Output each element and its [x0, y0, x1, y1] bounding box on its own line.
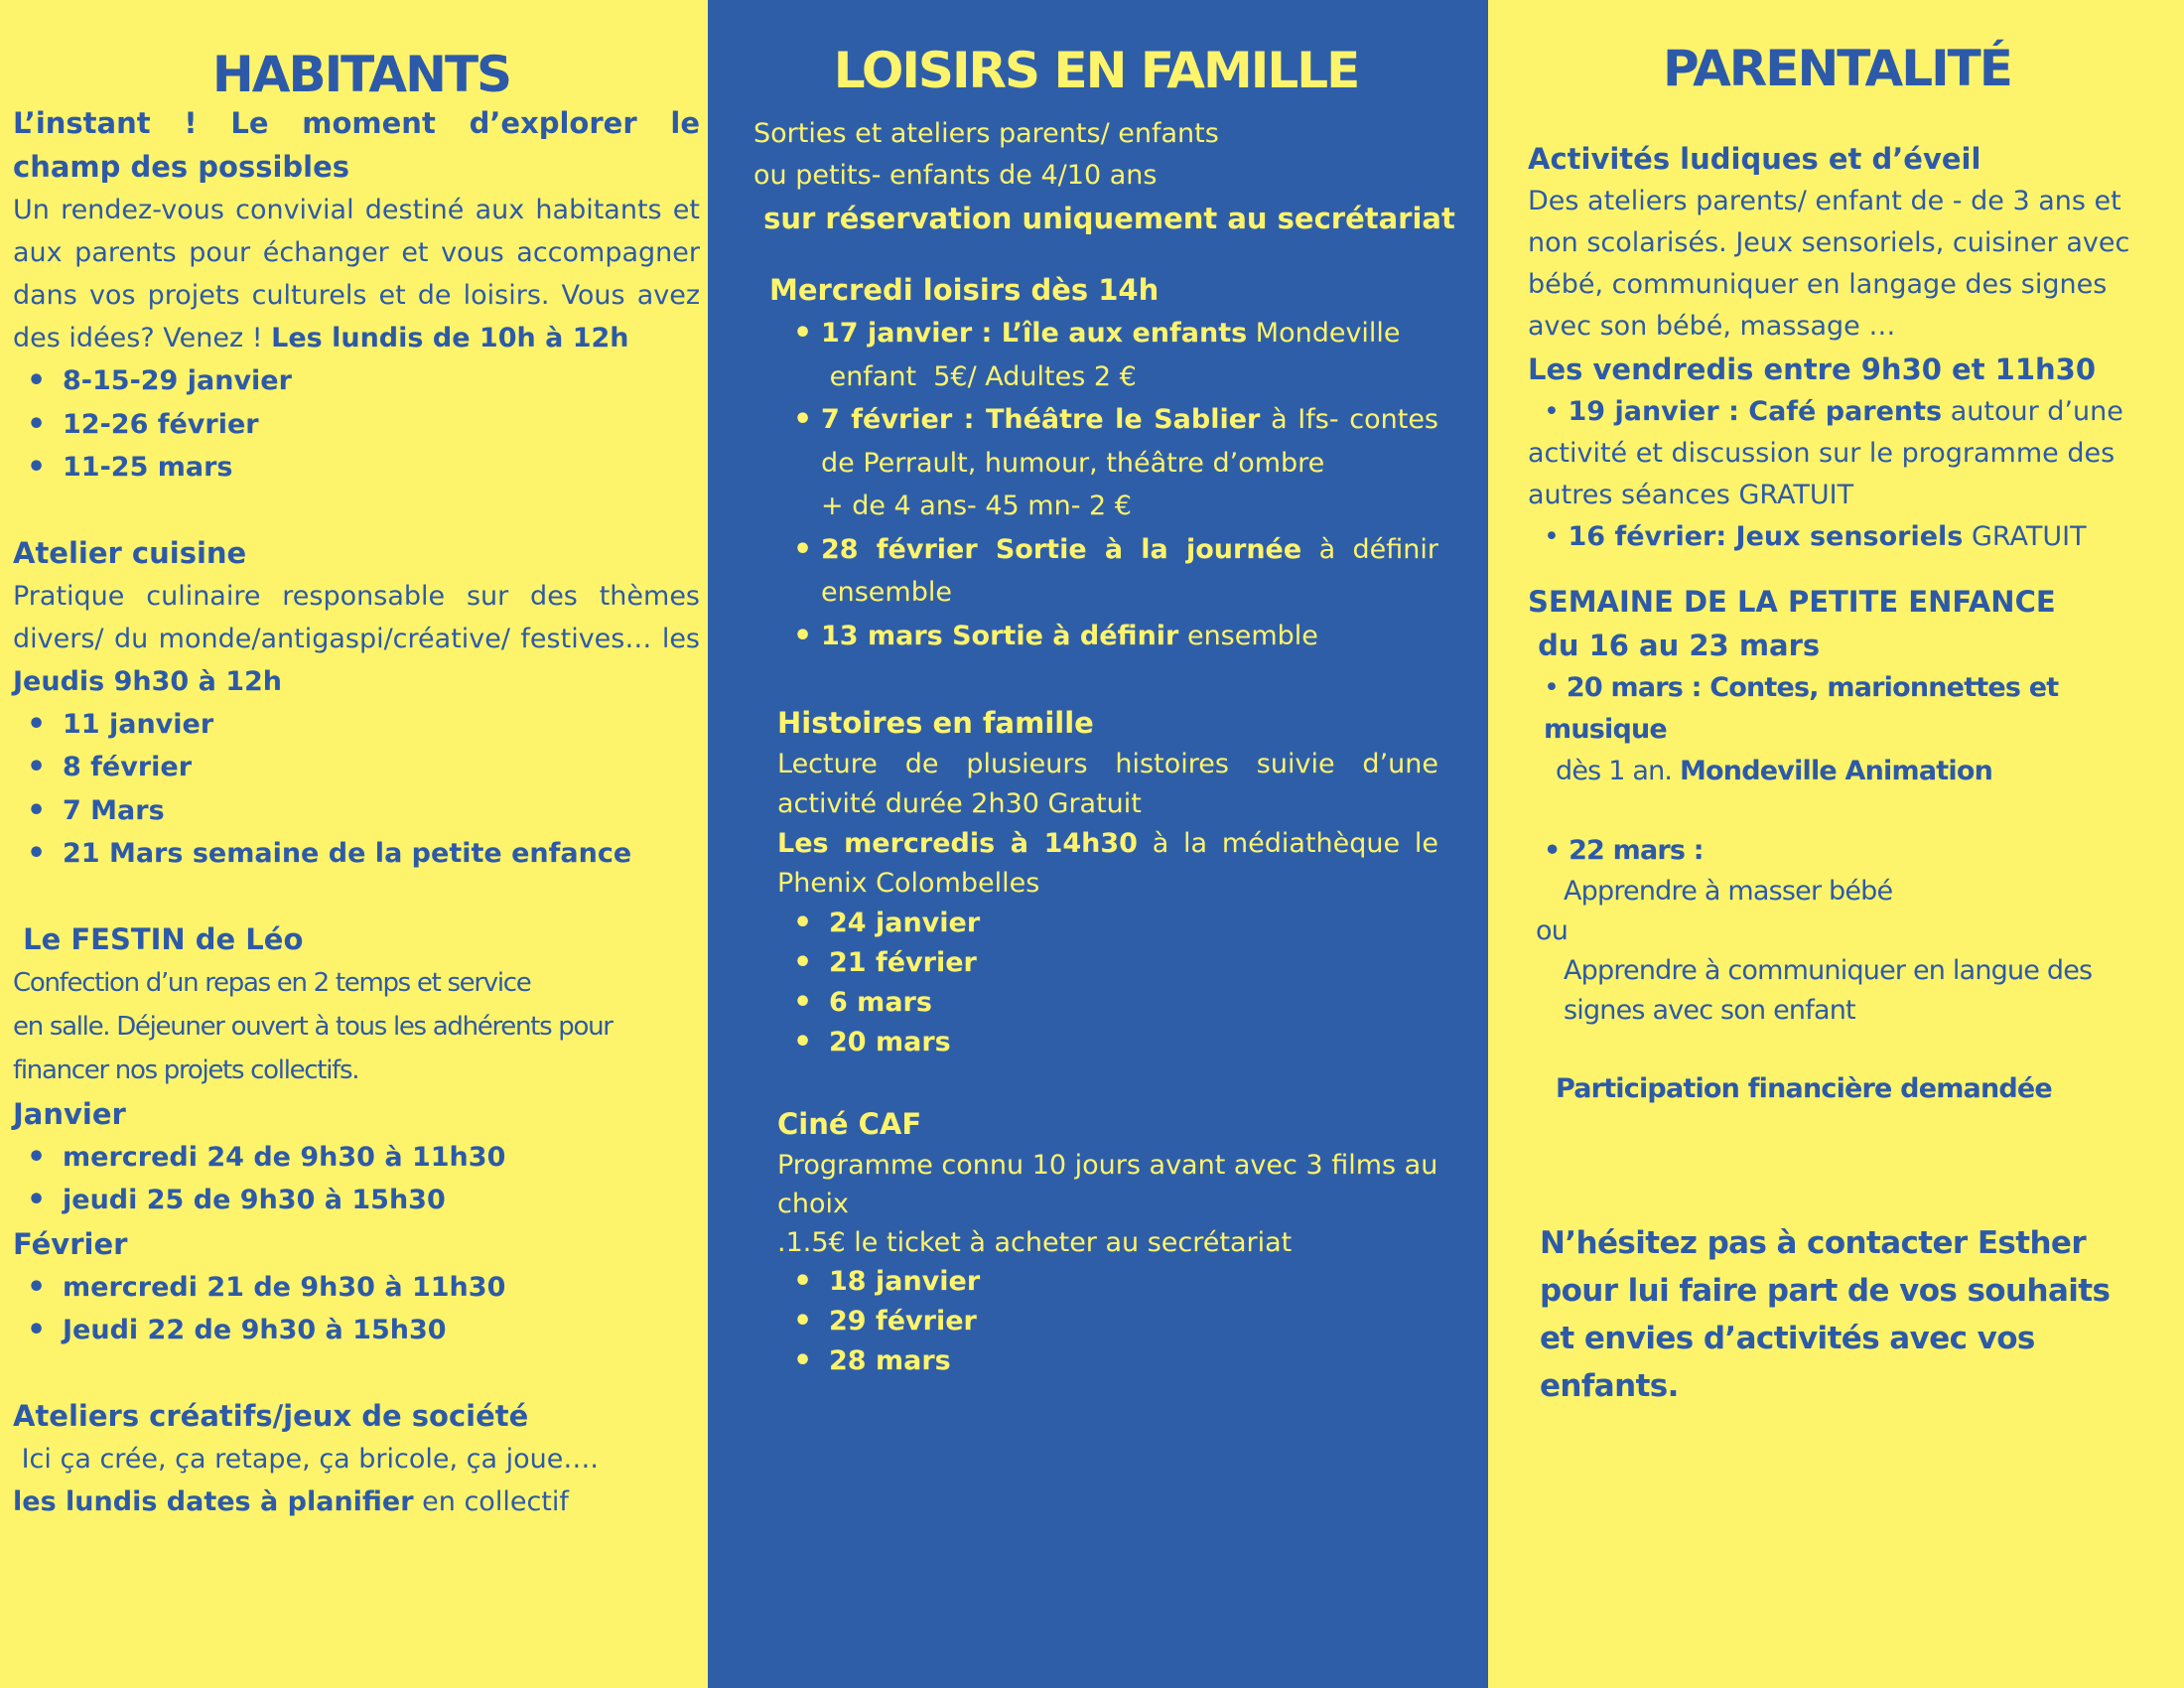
intro-line-1: Sorties et ateliers parents/ enfants: [753, 118, 1219, 149]
masser-text: Apprendre à masser bébé: [1564, 876, 1893, 907]
contes-text: dès 1 an.: [1556, 756, 1680, 786]
cine-dates-list: [777, 1262, 1438, 1381]
contact-line-2: pour lui faire part de vos souhaits: [1540, 1273, 2111, 1309]
participation-text: Participation financière demandée: [1556, 1073, 2052, 1104]
fevrier-dates-list: [13, 1266, 700, 1352]
ou-text: ou: [1536, 915, 1569, 946]
item-line2: + de 4 ans- 45 mn- 2 €: [821, 491, 1132, 521]
creatifs-schedule: [13, 1480, 700, 1523]
cuisine-schedule: Jeudis 9h30 à 12h: [13, 665, 283, 697]
cafe-item: • 19 janvier : Café parents autour d’une activité et discussion sur le programme des autres séances GRATUIT: [1528, 396, 2123, 510]
contact-block: [1528, 1219, 2156, 1410]
list-item: • 8-15-29 janvier: [63, 359, 700, 403]
list-item: • 21 Mars semaine de la petite enfance: [63, 832, 700, 876]
list-item: [821, 398, 1438, 528]
cine-price: .1.5€ le ticket à acheter au secrétariat: [777, 1227, 1293, 1258]
histoires-bold: Les mercredis à 14h30: [777, 828, 1138, 859]
vendredis-label: Les vendredis entre 9h30 et 11h30: [1528, 352, 2097, 386]
list-item: • 11-25 mars: [63, 446, 700, 490]
list-item: • 8 février: [63, 746, 700, 789]
parentalite-title: PARENTALITÉ: [1663, 40, 2011, 97]
histoires-text: Lecture de plusieurs histoires suivie d’une activité durée 2h30 Gratuit: [777, 749, 1438, 819]
mars22-item: • 22 mars :: [1544, 835, 1704, 866]
contes-item: • 20 mars : Contes, marionnettes et musique: [1544, 672, 2059, 745]
communiquer-text: Apprendre à communiquer en langue des signes avec son enfant: [1564, 955, 2093, 1026]
item-line2: enfant 5€/ Adultes 2 €: [821, 360, 1137, 392]
list-item: • 7 Mars: [63, 789, 700, 833]
festin-text-1: Confection d’un repas en 2 temps et service: [13, 967, 531, 998]
list-item: • 24 janvier: [829, 904, 1438, 943]
semaine-dates: du 16 au 23 mars: [1528, 629, 1821, 662]
item-bold: 17 janvier : L’île aux enfants: [821, 318, 1248, 349]
list-item: • jeudi 25 de 9h30 à 15h30: [63, 1179, 700, 1222]
intro-line-2: ou petits- enfants de 4/10 ans: [753, 160, 1158, 191]
column-loisirs: [708, 0, 1488, 1688]
festin-text-2: en salle. Déjeuner ouvert à tous les adhérents pour financer nos projets collectifs.: [13, 1011, 613, 1085]
contes-bold: 20 mars : Contes, marionnettes et musique: [1544, 672, 2059, 745]
activites-title: Activités ludiques et d’éveil: [1528, 142, 1981, 176]
jeux-text: GRATUIT: [1963, 521, 2087, 552]
histoires-dates-list: [777, 904, 1438, 1062]
column-habitants: [0, 0, 708, 1688]
contes-bold2: Mondeville Animation: [1679, 756, 1992, 786]
list-item: • 21 février: [829, 943, 1438, 983]
item-text: Mondeville: [1247, 318, 1401, 349]
mercredi-title: Mercredi loisirs dès 14h: [769, 273, 1160, 307]
creatifs-title: Ateliers créatifs/jeux de société: [13, 1398, 529, 1433]
loisirs-title: LOISIRS EN FAMILLE: [833, 42, 1359, 99]
histoires-title: Histoires en famille: [777, 706, 1094, 740]
instant-text: [13, 189, 700, 359]
instant-dates-list: [13, 359, 700, 490]
semaine-title: SEMAINE DE LA PETITE ENFANCE: [1528, 585, 2056, 619]
janvier-dates-list: [13, 1136, 700, 1222]
item-bold: 7 février : Théâtre le Sablier: [821, 404, 1261, 435]
mars22-label: 22 mars :: [1569, 835, 1704, 866]
list-item: [821, 312, 1438, 398]
list-item: • 12-26 février: [63, 403, 700, 447]
contact-line-3: et envies d’activités avec vos enfants.: [1540, 1321, 2035, 1404]
list-item: • mercredi 21 de 9h30 à 11h30: [63, 1266, 700, 1310]
list-item: • Jeudi 22 de 9h30 à 15h30: [63, 1309, 700, 1352]
list-item: • 18 janvier: [829, 1262, 1438, 1302]
list-item: • 28 mars: [829, 1341, 1438, 1381]
instant-title: L’instant ! Le moment d’explorer le champ des possibles: [13, 106, 700, 184]
cuisine-text: [13, 575, 700, 703]
list-item: • 29 février: [829, 1302, 1438, 1341]
cuisine-desc: Pratique culinaire responsable sur des thèmes divers/ du monde/antigaspi/créative/ festives… les: [13, 580, 700, 654]
cafe-bold: 19 janvier : Café parents: [1568, 396, 1943, 427]
list-item: [821, 528, 1438, 615]
column-parentalite: [1488, 0, 2184, 1688]
jeux-item: • 16 février: Jeux sensoriels GRATUIT: [1544, 521, 2087, 552]
list-item: • 20 mars: [829, 1023, 1438, 1062]
creatifs-tail: en collectif: [413, 1485, 569, 1517]
cine-title: Ciné CAF: [777, 1107, 922, 1141]
list-item: [821, 615, 1438, 658]
creatifs-text: Ici ça crée, ça retape, ça bricole, ça joue….: [13, 1443, 599, 1475]
contact-line-1: N’hésitez pas à contacter Esther: [1540, 1225, 2087, 1261]
creatifs-bold: les lundis dates à planifier: [13, 1485, 414, 1517]
activites-text: Des ateliers parents/ enfant de - de 3 ans et non scolarisés. Jeux sensoriels, cuisiner avec bébé, communiquer en langage des signes avec son bébé, massage …: [1528, 186, 2130, 342]
contes-line2: [1528, 751, 2156, 792]
instant-desc: Un rendez-vous convivial destiné aux habitants et aux parents pour échanger et vous accompagner dans vos projets culturels et de loisirs. Vous avez des idées? Venez !: [13, 195, 700, 353]
item-text: à définir ensemble: [821, 533, 1438, 608]
item-text: à Ifs- contes de Perrault, humour, théâtre d’ombre: [821, 404, 1439, 479]
list-item: • mercredi 24 de 9h30 à 11h30: [63, 1136, 700, 1180]
instant-schedule: Les lundis de 10h à 12h: [271, 323, 629, 353]
item-bold: 28 février Sortie à la journée: [821, 533, 1302, 565]
item-bold: 13 mars Sortie à définir: [821, 620, 1179, 651]
jeux-bold: 16 février: Jeux sensoriels: [1568, 521, 1964, 552]
festin-title: Le FESTIN de Léo: [13, 921, 304, 956]
histoires-tail: à la médiathèque le Phenix Colombelles: [777, 828, 1438, 899]
cine-text: Programme connu 10 jours avant avec 3 films au choix: [777, 1150, 1438, 1219]
fevrier-label: Février: [13, 1226, 128, 1261]
cuisine-title: Atelier cuisine: [13, 535, 247, 570]
cuisine-dates-list: [13, 703, 700, 876]
janvier-label: Janvier: [13, 1096, 126, 1131]
item-text: ensemble: [1178, 620, 1318, 651]
habitants-title: HABITANTS: [211, 46, 511, 103]
cafe-text: autour d’une activité et discussion sur le programme des autres séances GRATUIT: [1528, 396, 2123, 510]
histoires-schedule: [777, 824, 1438, 904]
mercredi-list: [753, 312, 1438, 657]
intro-reservation: sur réservation uniquement au secrétariat: [753, 202, 1455, 235]
list-item: • 6 mars: [829, 983, 1438, 1023]
list-item: • 11 janvier: [63, 703, 700, 747]
